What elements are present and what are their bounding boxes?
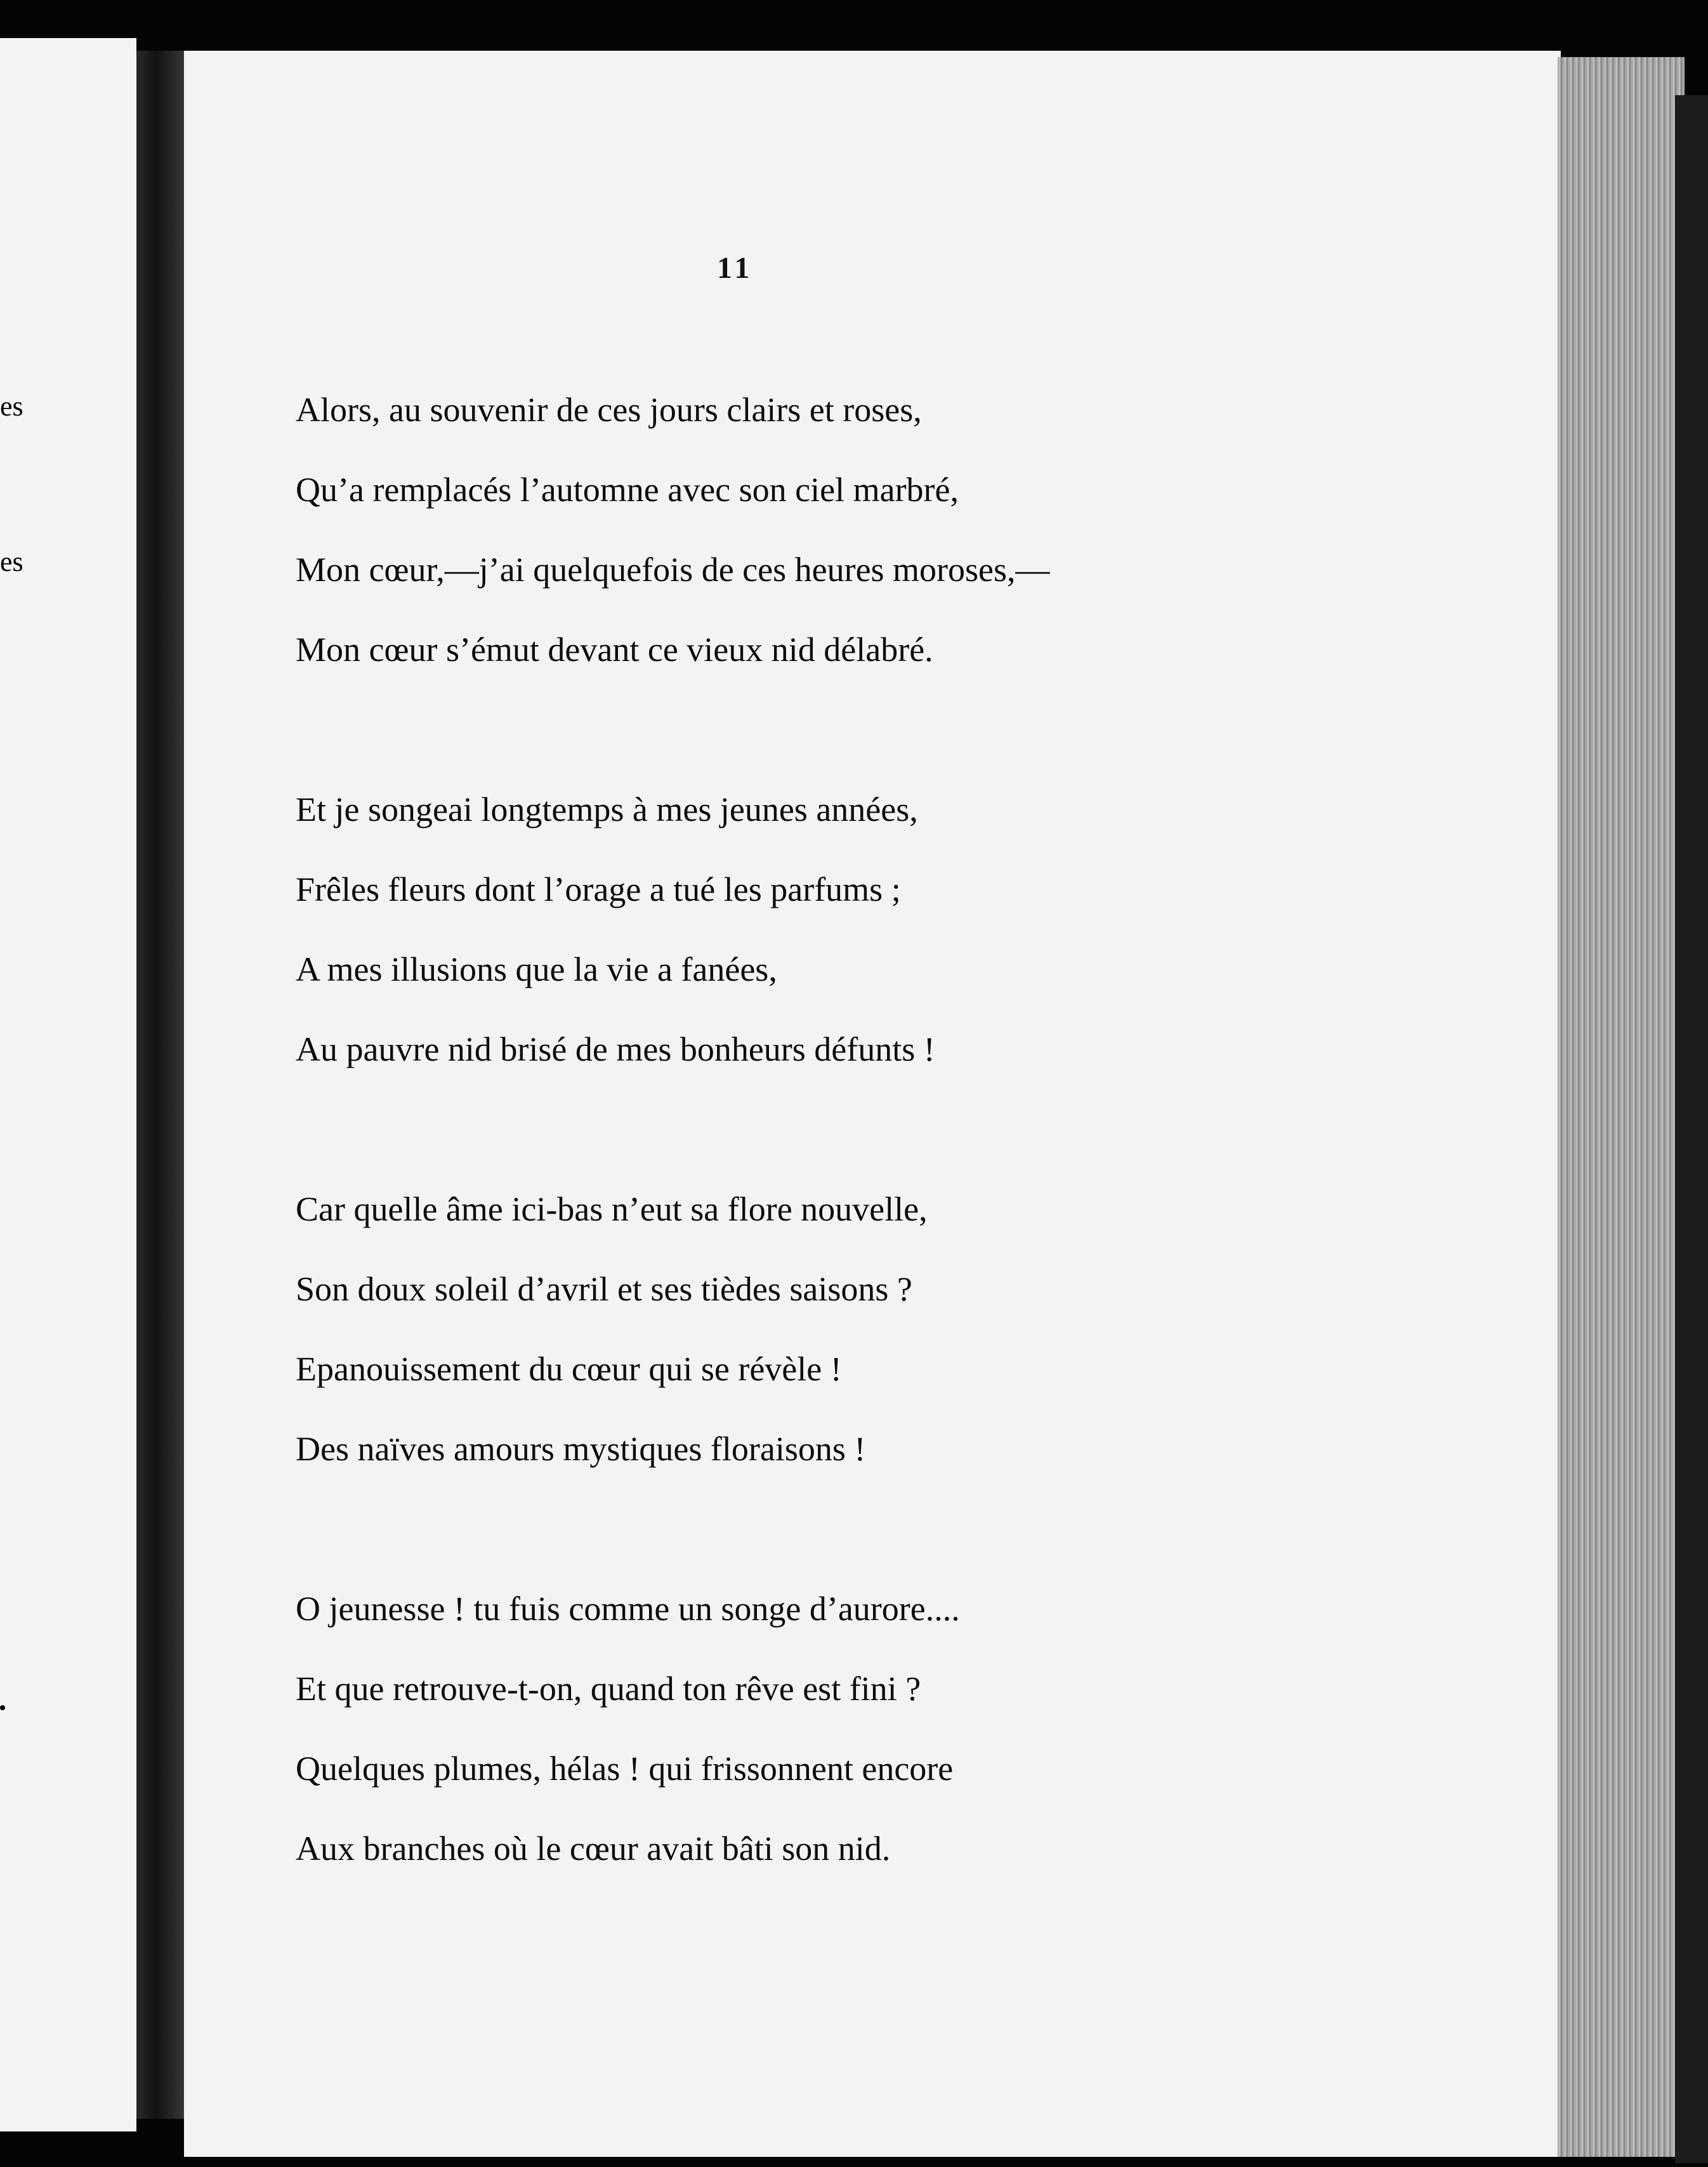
poem-line: O jeunesse ! tu fuis comme un songe d’aurore....	[296, 1590, 960, 1628]
poem-line: Frêles fleurs dont l’orage a tué les parfums ;	[296, 870, 901, 908]
poem-line: Car quelle âme ici-bas n’eut sa flore nouvelle,	[296, 1190, 928, 1228]
left-page-mark	[0, 1705, 5, 1710]
poem-line: Quelques plumes, hélas ! qui frissonnent encore	[296, 1750, 954, 1788]
poem-line: Son doux soleil d’avril et ses tièdes saisons ?	[296, 1270, 912, 1308]
poem-line: Mon cœur s’émut devant ce vieux nid délabré.	[296, 631, 933, 669]
poem-line: A mes illusions que la vie a fanées,	[296, 950, 777, 988]
left-page-fragment: es	[0, 546, 23, 577]
poem-body	[296, 379, 1285, 1978]
stanza	[296, 379, 1285, 699]
page-number: 11	[717, 251, 754, 285]
book-gutter	[136, 51, 186, 2119]
book-fore-edge	[1558, 57, 1685, 2157]
stanza	[296, 779, 1285, 1099]
poem-line: Aux branches où le cœur avait bâti son nid.	[296, 1830, 891, 1868]
poem-line: Des naïves amours mystiques floraisons !	[296, 1430, 866, 1468]
poem-line: Et que retrouve-t-on, quand ton rêve est fini ?	[296, 1670, 921, 1708]
previous-page-edge	[0, 38, 136, 2131]
poem-line: Au pauvre nid brisé de mes bonheurs défunts !	[296, 1030, 935, 1068]
poem-line: Et je songeai longtemps à mes jeunes années,	[296, 790, 918, 828]
stanza	[296, 1179, 1285, 1498]
stanza	[296, 1578, 1285, 1898]
fore-edge-shadow	[1675, 95, 1708, 2163]
poem-line: Mon cœur,—j’ai quelquefois de ces heures moroses,—	[296, 551, 1050, 589]
left-page-fragment: es	[0, 391, 23, 422]
poem-line: Alors, au souvenir de ces jours clairs et roses,	[296, 391, 922, 429]
poem-line: Qu’a remplacés l’automne avec son ciel marbré,	[296, 471, 959, 509]
poem-line: Epanouissement du cœur qui se révèle !	[296, 1350, 842, 1388]
